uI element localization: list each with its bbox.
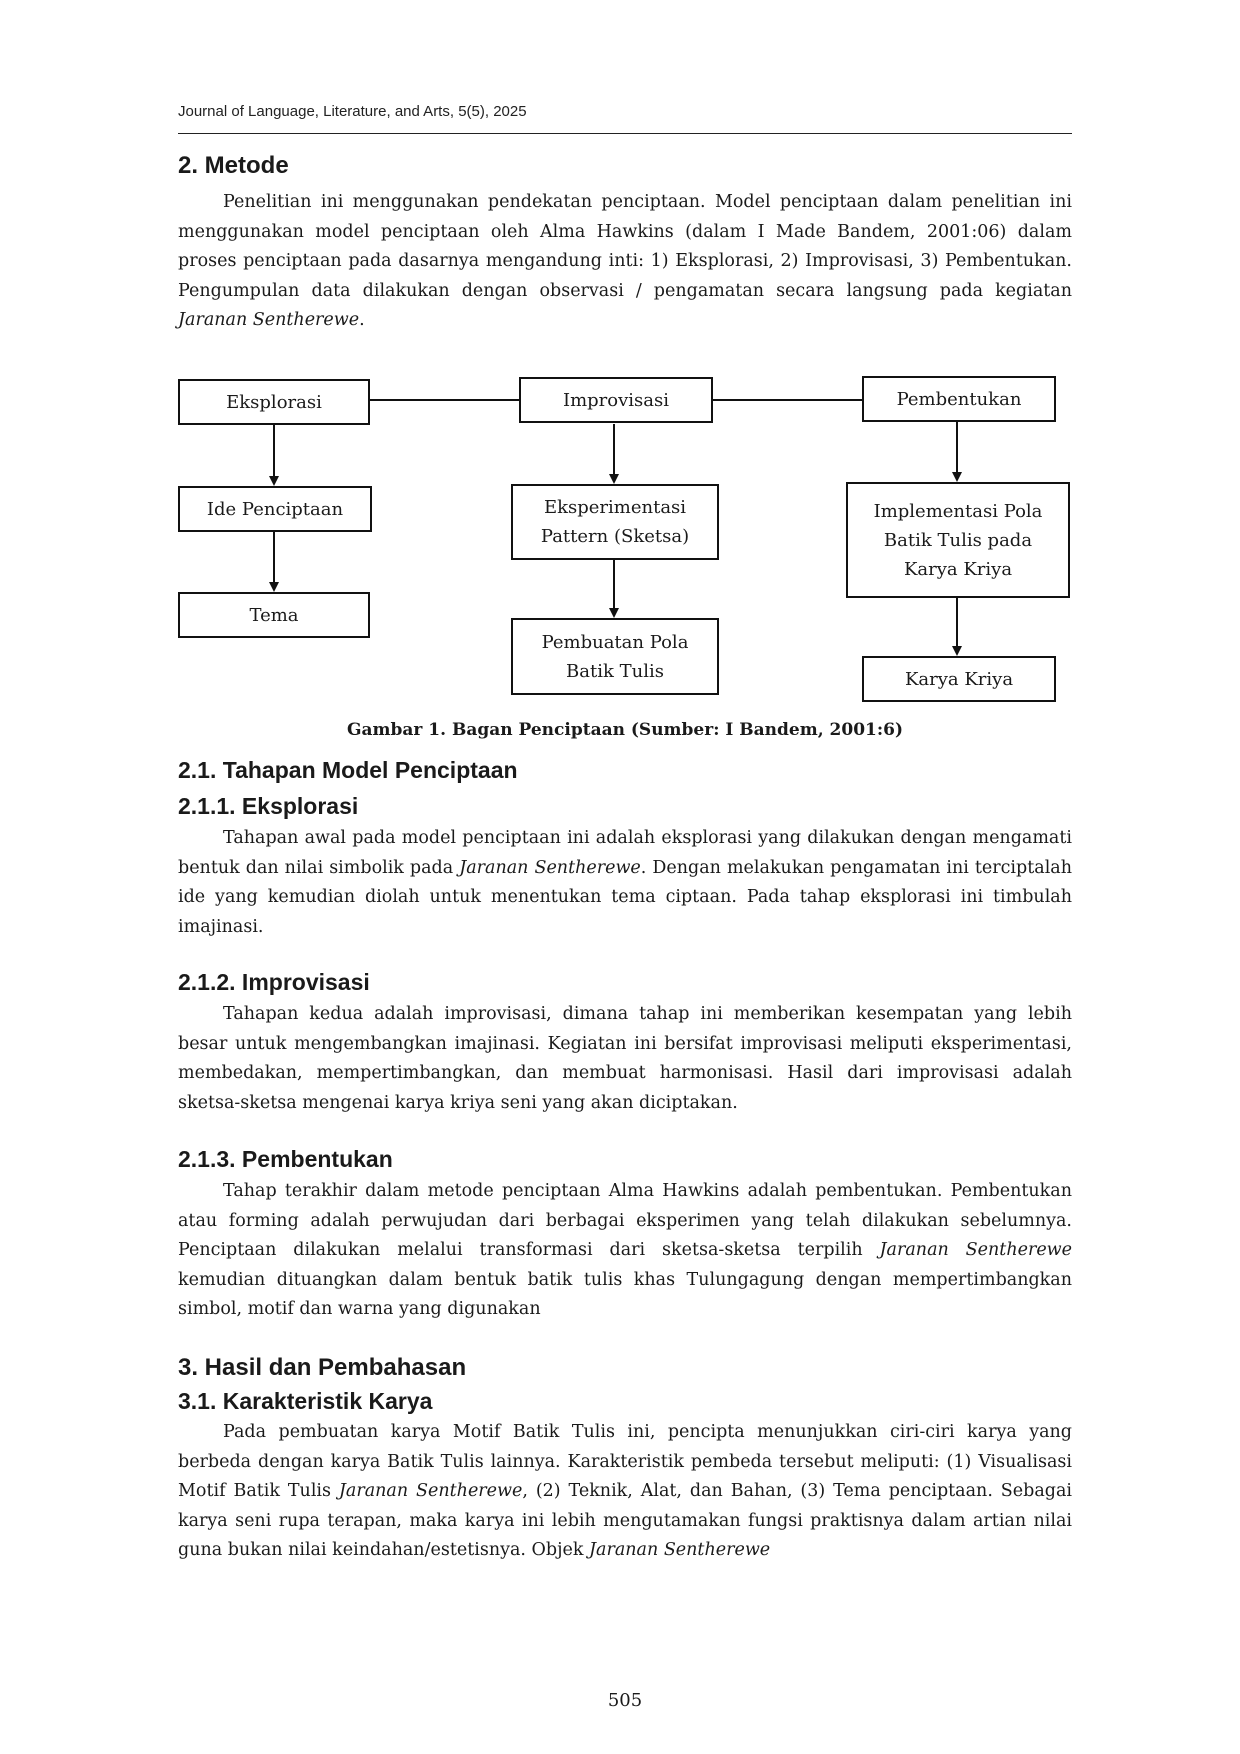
subsection-heading-improvisasi: 2.1.2. Improvisasi bbox=[178, 969, 370, 995]
figure-caption: Gambar 1. Bagan Penciptaan (Sumber: I Bandem, 2001:6) bbox=[346, 720, 903, 740]
paragraph-text: Penelitian ini menggunakan pendekatan penciptaan. Model penciptaan dalam penelitian ini menggunakan model penciptaan oleh Alma Hawkins (dalam I Made Bandem, 2001:06) dalam proses penciptaan pada dasarnya mengandung inti: 1) Eksplorasi, 2) Improvisasi, 3) Pembentukan. Pengumpulan data dilakukan dengan observasi / pengamatan secara langsung pada kegiatan bbox=[178, 192, 1072, 301]
subsection-heading-pembentukan: 2.1.3. Pembentukan bbox=[178, 1146, 393, 1172]
node-label-line: Implementasi Pola bbox=[873, 500, 1043, 522]
section-heading-metode: 2. Metode bbox=[178, 152, 289, 179]
italic-term: Jaranan Sentherewe bbox=[178, 310, 360, 330]
node-implementasi bbox=[846, 482, 1070, 598]
italic-term: Jaranan Sentherewe bbox=[459, 857, 641, 878]
paragraph-karakteristik bbox=[178, 1418, 1072, 1566]
subsection-heading-karakteristik: 3.1. Karakteristik Karya bbox=[178, 1388, 433, 1414]
subsection-heading-tahapan: 2.1. Tahapan Model Penciptaan bbox=[178, 757, 518, 783]
node-label: Pembentukan bbox=[896, 388, 1022, 410]
creation-flowchart bbox=[178, 370, 1072, 710]
paragraph-text: , (2) Teknik, Alat, dan Bahan, (3) Tema penciptaan. Sebagai karya seni rupa terapan, maka karya ini lebih mengutamakan fungsi praktisnya dalam artian nilai guna bukan nilai keindahan/estetisnya. Objek bbox=[178, 1481, 1072, 1560]
paragraph-text: Tahapan awal pada model penciptaan ini adalah eksplorasi yang dilakukan dengan mengamati bentuk dan nilai simbolik pada bbox=[178, 828, 1072, 878]
node-ide-penciptaan bbox=[178, 486, 372, 532]
section-heading-hasil: 3. Hasil dan Pembahasan bbox=[178, 1354, 467, 1381]
paragraph-text: kemudian dituangkan dalam bentuk batik tulis khas Tulungagung dengan mempertimbangkan simbol, motif dan warna yang digunakan bbox=[178, 1269, 1072, 1319]
node-pembuatan-pola bbox=[511, 618, 719, 695]
page-number: 505 bbox=[607, 1690, 643, 1711]
paragraph-eksplorasi bbox=[178, 824, 1072, 942]
node-eksperimentasi bbox=[511, 484, 719, 560]
node-label: Eksplorasi bbox=[226, 391, 322, 413]
node-pembentukan bbox=[862, 376, 1056, 422]
node-label: Karya Kriya bbox=[904, 668, 1014, 690]
node-label-line: Pembuatan Pola bbox=[541, 631, 689, 653]
node-eksplorasi bbox=[178, 379, 370, 425]
node-label-line: Karya Kriya bbox=[903, 558, 1013, 580]
italic-term: Jaranan Sentherewe bbox=[589, 1540, 771, 1560]
italic-term: Jaranan Sentherewe bbox=[879, 1240, 1073, 1260]
paragraph-improvisasi: Tahapan kedua adalah improvisasi, dimana tahap ini memberikan kesempatan yang lebih besar untuk mengembangkan imajinasi. Kegiatan ini bersifat improvisasi meliputi eksperimentasi, membedakan, mempertimbangkan, dan membuat harmonisasi. Hasil dari improvisasi adalah sketsa-sketsa mengenai karya kriya seni yang akan diciptakan. bbox=[178, 1004, 1072, 1113]
paragraph-text: Tahap terakhir dalam metode penciptaan Alma Hawkins adalah pembentukan. Pembentukan atau forming adalah perwujudan dari berbagai eksperimen yang telah dilakukan sebelumnya. Penciptaan dilakukan melalui transformasi dari sketsa-sketsa terpilih bbox=[178, 1181, 1072, 1260]
italic-term: Jaranan Sentherewe bbox=[338, 1481, 523, 1501]
node-label-line: Eksperimentasi bbox=[543, 497, 687, 518]
paragraph-pembentukan bbox=[178, 1177, 1072, 1325]
node-karya-kriya bbox=[862, 656, 1056, 702]
node-label: Tema bbox=[249, 604, 299, 626]
node-label-line: Pattern (Sketsa) bbox=[540, 526, 690, 547]
node-tema bbox=[178, 592, 370, 638]
running-head: Journal of Language, Literature, and Arts, 5(5), 2025 bbox=[178, 103, 527, 120]
node-label: Ide Penciptaan bbox=[206, 498, 344, 520]
subsection-heading-eksplorasi: 2.1.1. Eksplorasi bbox=[178, 793, 359, 819]
node-label-line: Batik Tulis pada bbox=[883, 529, 1033, 551]
paragraph-metode bbox=[178, 188, 1072, 336]
paragraph-text: Pada pembuatan karya Motif Batik Tulis ini, pencipta menunjukkan ciri-ciri karya yang berbeda dengan karya Batik Tulis lainnya. Karakteristik pembeda tersebut meliputi: (1) Visualisasi Motif Batik Tulis bbox=[178, 1422, 1072, 1501]
node-label-line: Batik Tulis bbox=[566, 660, 664, 682]
header-rule bbox=[178, 133, 1072, 134]
node-improvisasi bbox=[519, 377, 713, 423]
paragraph-text: . Dengan melakukan pengamatan ini terciptalah ide yang kemudian diolah untuk menentukan tema ciptaan. Pada tahap eksplorasi ini timbulah imajinasi. bbox=[178, 857, 1072, 937]
paragraph-text: . bbox=[359, 310, 365, 330]
node-label: Improvisasi bbox=[562, 389, 670, 411]
